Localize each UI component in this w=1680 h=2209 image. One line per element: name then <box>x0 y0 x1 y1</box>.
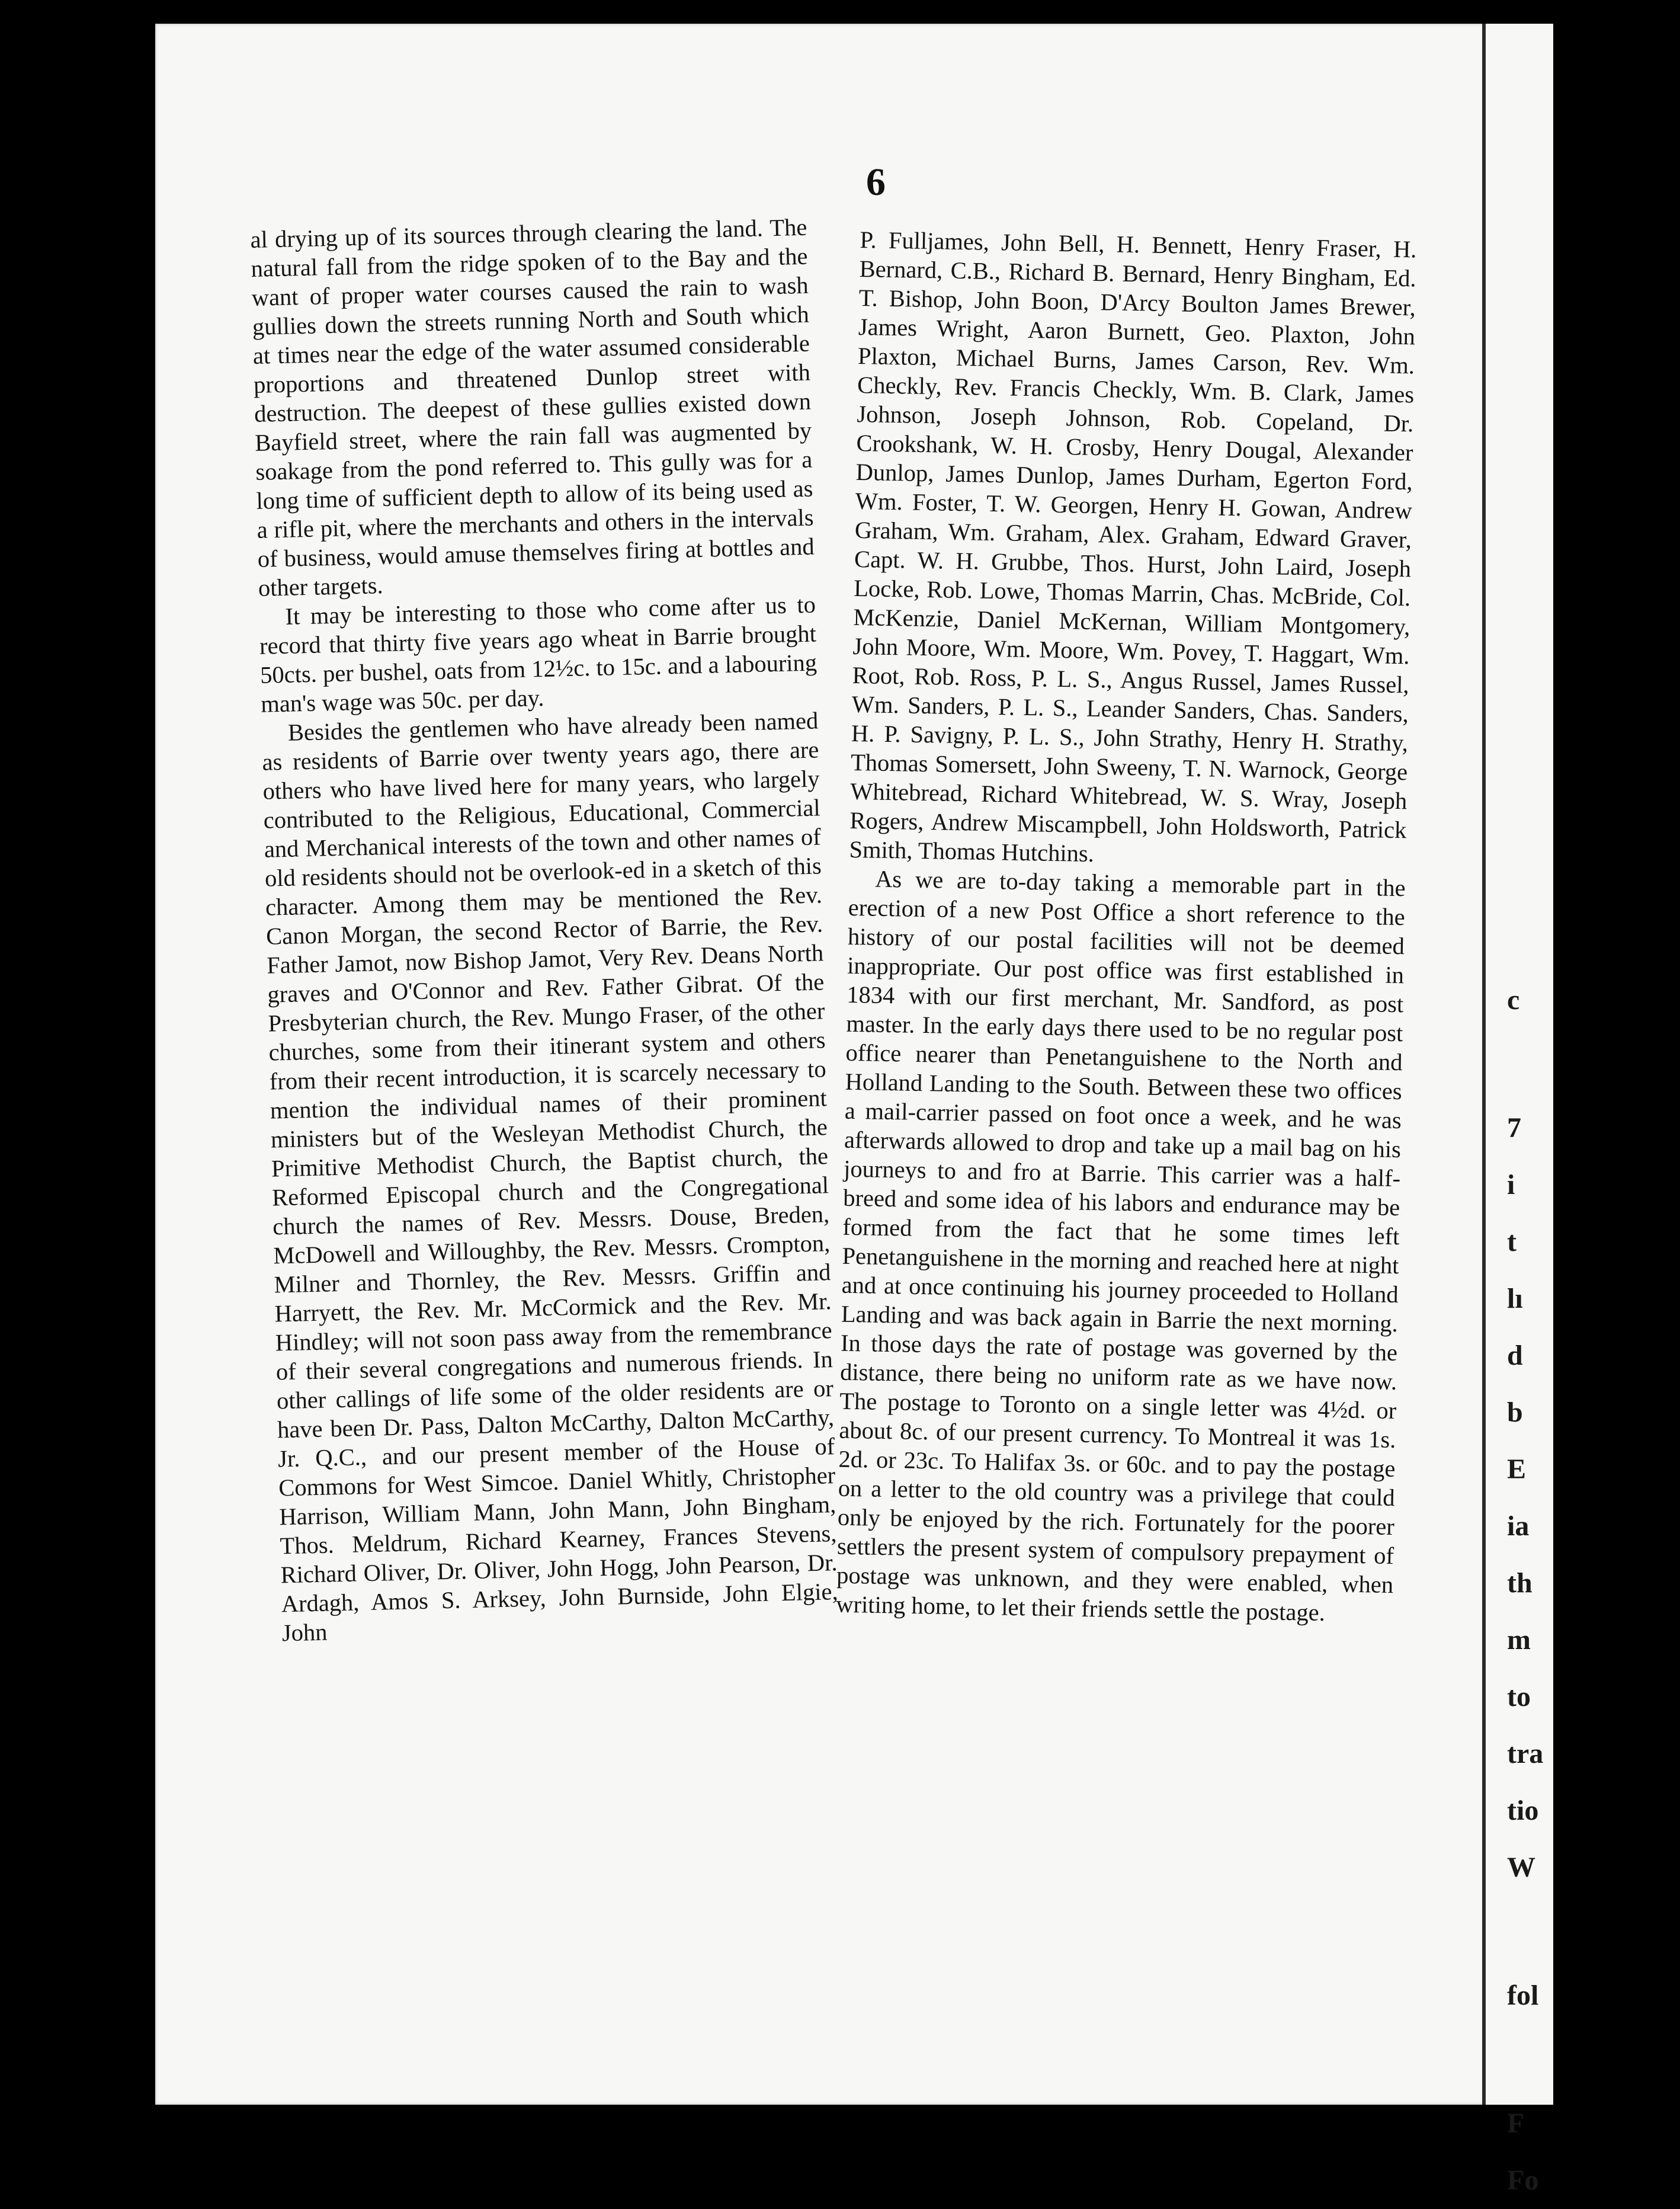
edge-fragment: 7 <box>1507 1112 1521 1144</box>
edge-fragment: b <box>1507 1397 1523 1428</box>
edge-fragment: fol <box>1507 1980 1539 2011</box>
edge-fragment: d <box>1507 1340 1523 1371</box>
edge-fragment: tra <box>1507 1738 1544 1769</box>
edge-fragment: ia <box>1507 1510 1530 1542</box>
edge-fragment: F <box>1507 2108 1525 2139</box>
edge-fragment: lı <box>1507 1283 1523 1314</box>
edge-fragment: Fo <box>1507 2165 1539 2196</box>
edge-fragment: th <box>1507 1567 1532 1599</box>
edge-fragment: i <box>1507 1169 1515 1200</box>
paragraph: al drying up of its sources through clearing the land. The natural fall from the ridge spoken of to the Bay and the want of proper water courses caused the rain to wash gullies down the streets running North and South which at times near the edge of the water assumed considerable proportions and threatened Dunlop street with destruction. The deepest of these gullies existed down Bayfield street, where the rain fall was augmented by soakage from the pond referred to. This gully was for a long time of sufficient depth to allow of its being used as a rifle pit, where the merchants and others in the intervals of business, would amuse themselves firing at bottles and other targets. <box>250 213 815 601</box>
page-number: 6 <box>866 161 886 204</box>
edge-fragment: t <box>1507 1226 1517 1257</box>
adjacent-page-edge <box>1486 24 1553 2196</box>
edge-fragment: W <box>1507 1852 1535 1883</box>
paragraph: Besides the gentlemen who have already been named as residents of Barrie over twenty years ago, there are others who have lived here for many years, who largely contributed to the Religious, Educational, Commercial and Merchanical interests of the town and other names of old residents should not be overlook-ed in a sketch of this character. Among them may be mentioned the Rev. Canon Morgan, the second Rector of Barrie, the Rev. Father Jamot, now Bishop Jamot, Very Rev. Deans North graves and O'Connor and Rev. Father Gibrat. Of the Presbyterian church, the Rev. Mungo Fraser, of the other churches, some from their itinerant system and others from their recent introduction, it is scarcely necessary to mention the individual names of their prominent ministers but of the Wesleyan Methodist Church, the Primitive Methodist Church, the Baptist church, the Reformed Episcopal church and the Congregational church the names of Rev. Messrs. Douse, Breden, McDowell and Willoughby, the Rev. Messrs. Crompton, Milner and Thornley, the Rev. Messrs. Griffin and Harryett, the Rev. Mr. McCormick and the Rev. Mr. Hindley; will not soon pass away from the remembrance of their several congregations and numerous friends. In other callings of life some of the older residents are or have been Dr. Pass, Dalton McCarthy, Dalton McCarthy, Jr. Q.C., and our present member of the House of Commons for West Simcoe. Daniel Whitly, Christopher Harrison, William Mann, John Mann, John Bingham, Thos. Meldrum, Richard Kearney, Frances Stevens, Richard Oliver, Dr. Oliver, John Hogg, John Pearson, Dr. Ardagh, Amos S. Arksey, John Burnside, John Elgie, John <box>262 707 839 1647</box>
edge-fragment: c <box>1507 984 1520 1016</box>
edge-fragment: to <box>1507 1681 1531 1712</box>
paragraph: P. Fulljames, John Bell, H. Bennett, Henry Fraser, H. Bernard, C.B., Richard B. Bernard, Henry Bingham, Ed. T. Bishop, John Boon, D'Arcy Boulton James Brewer, James Wright, Aaron Burnett, Geo. Plaxton, John Plaxton, Michael Burns, James Carson, Rev. Wm. Checkly, Rev. Francis Checkly, Wm. B. Clark, James Johnson, Joseph Johnson, Rob. Copeland, Dr. Crookshank, W. H. Crosby, Henry Dougal, Alexander Dunlop, James Dunlop, James Durham, Egerton Ford, Wm. Foster, T. W. Georgen, Henry H. Gowan, Andrew Graham, Wm. Graham, Alex. Graham, Edward Graver, Capt. W. H. Grubbe, Thos. Hurst, John Laird, Joseph Locke, Rob. Lowe, Thomas Marrin, Chas. McBride, Col. McKenzie, Daniel McKernan, William Montgomery, John Moore, Wm. Moore, Wm. Povey, T. Haggart, Wm. Root, Rob. Ross, P. L. S., Angus Russel, James Russel, Wm. Sanders, P. L. S., Leander Sanders, Chas. Sanders, H. P. Savigny, P. L. S., John Strathy, Henry H. Strathy, Thomas Somersett, John Sweeny, T. N. Warnock, George Whitebread, Richard Whitebread, W. S. Wray, Joseph Rogers, Andrew Miscampbell, John Holdsworth, Patrick Smith, Thomas Hutchins. <box>849 226 1417 867</box>
left-text-column <box>250 213 839 1648</box>
paragraph: As we are to-day taking a memorable part in the erection of a new Post Office a short reference to the history of our postal facilities will not be deemed inappropriate. Our post office was first established in 1834 with our first merchant, Mr. Sandford, as post master. In the early days there used to be no regular post office nearer than Penetanguishene to the North and Holland Landing to the South. Between these two offices a mail-carrier passed on foot once a week, and he was afterwards allowed to drop and take up a mail bag on his journeys to and fro at Barrie. This carrier was a half-breed and some idea of his labors and endurance may be formed from the fact that he some times left Penetanguishene in the morning and reached here at night and at once continuing his journey proceeded to Holland Landing and was back again in Barrie the next morning. In those days the rate of postage was governed by the distance, there being no uniform rate as we have now. The postage to Toronto on a single letter was 4½d. or about 8c. of our present currency. To Montreal it was 1s. 2d. or 23c. To Halifax 3s. or 60c. and to pay the postage on a letter to the old country was a privilege that could only be enjoyed by the rich. Fortunately for the poorer settlers the present system of compulsory prepayment of postage was unknown, and they were enabled, when writing home, to let their friends settle the postage. <box>835 865 1406 1627</box>
paragraph: It may be interesting to those who come after us to record that thirty five years ago wheat in Barrie brought 50cts. per bushel, oats from 12½c. to 15c. and a labouring man's wage was 50c. per day. <box>259 591 817 718</box>
edge-fragment: tio <box>1507 1795 1539 1826</box>
document-page <box>155 24 1553 2196</box>
right-text-column <box>836 225 1417 1628</box>
edge-fragment: E <box>1507 1454 1527 1485</box>
edge-fragment: m <box>1507 1624 1531 1656</box>
